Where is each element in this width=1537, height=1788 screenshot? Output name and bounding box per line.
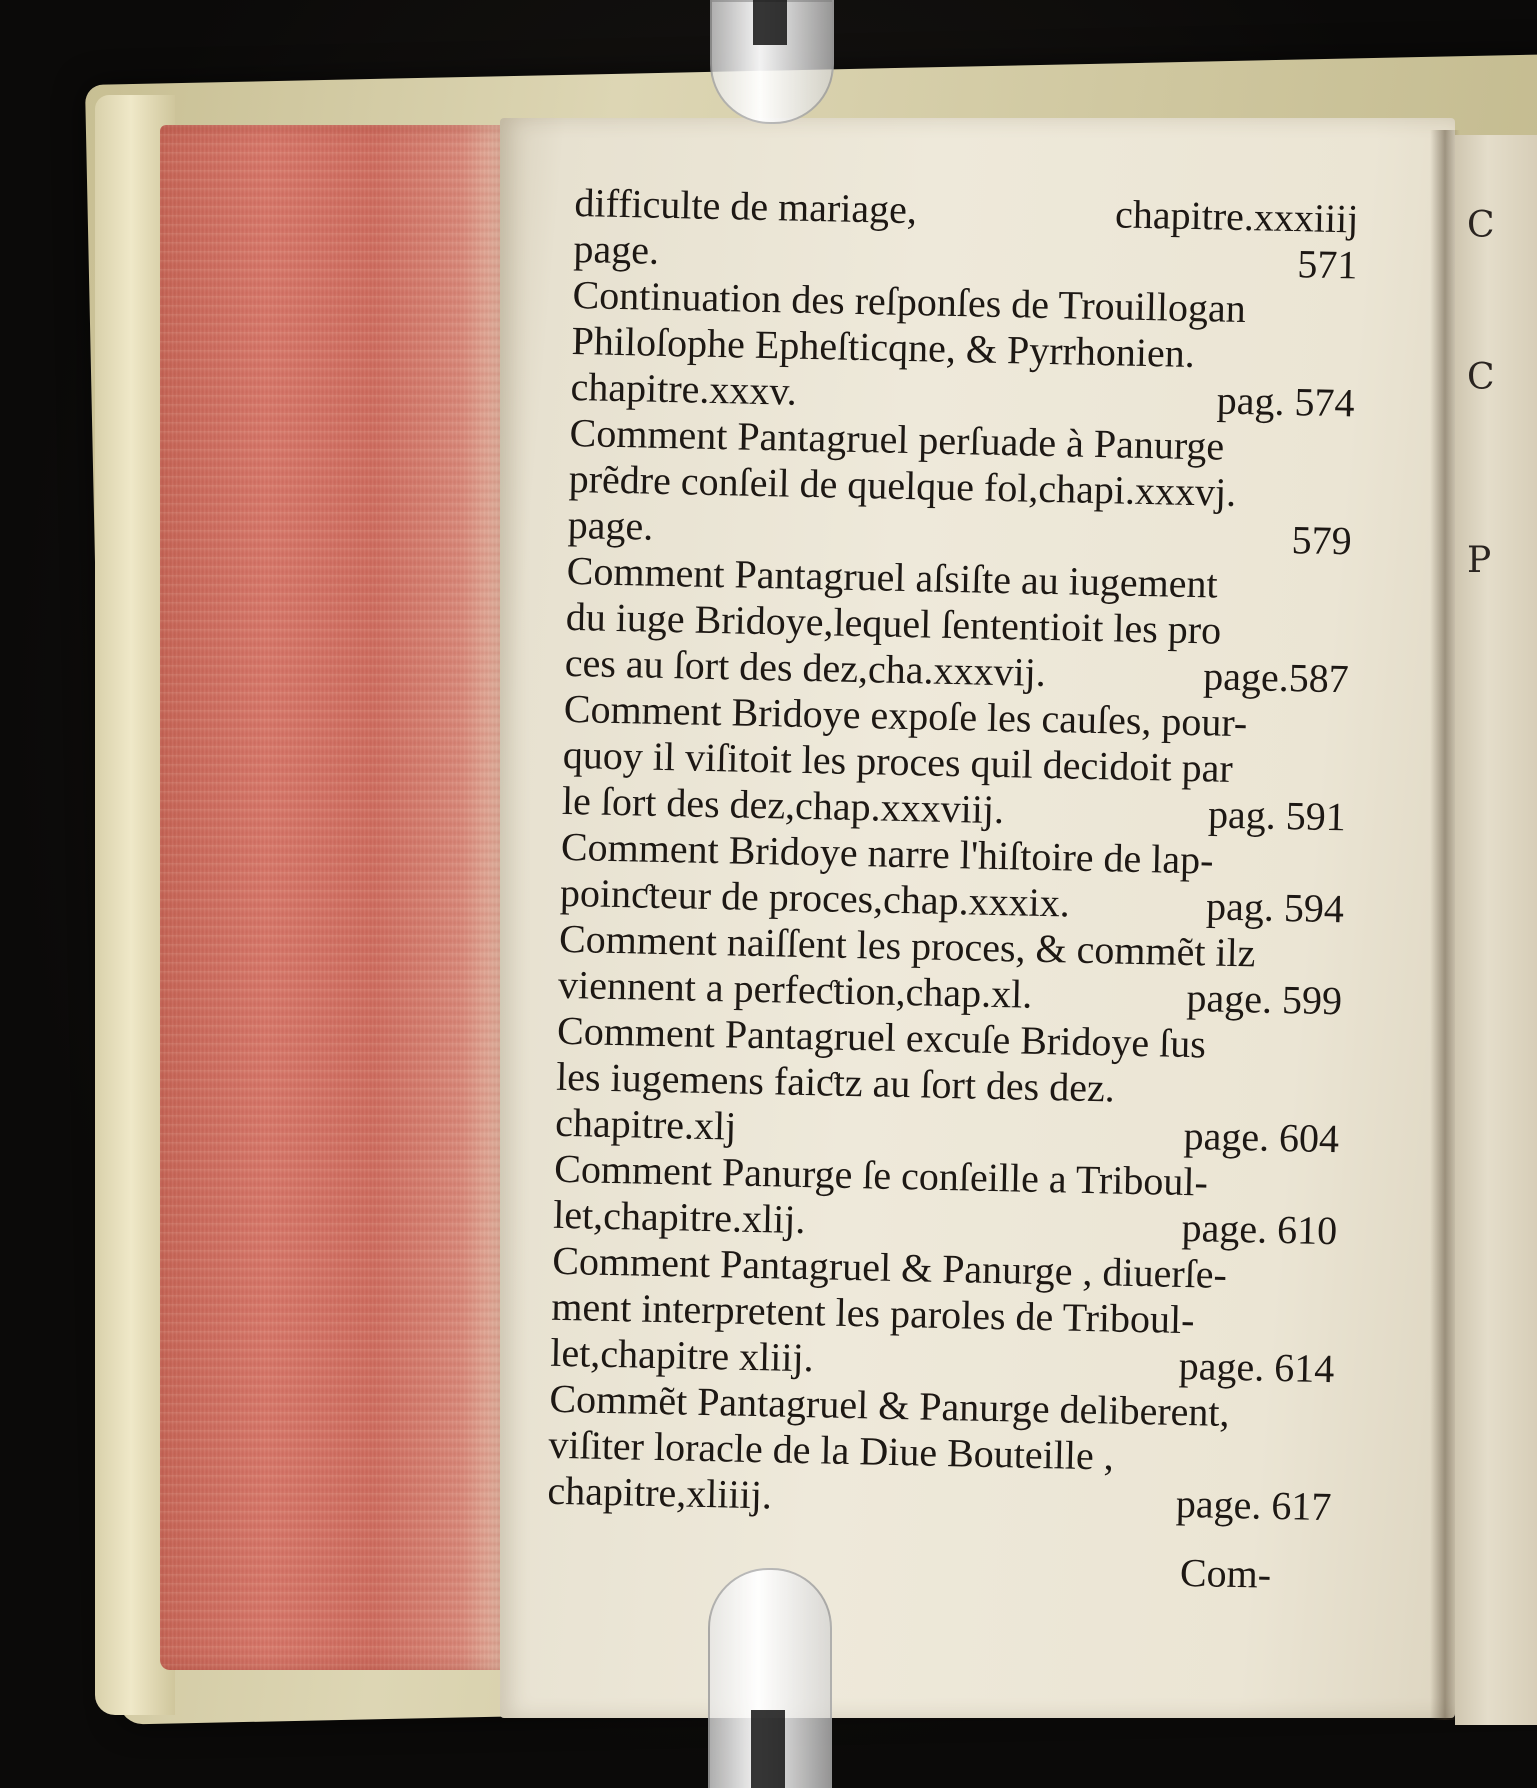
toc-entry-page-number: 579 xyxy=(1291,517,1353,564)
toc-entry-line: Comment Pantagruel excuſe Bridoye ſus xyxy=(556,1007,1207,1067)
catchword: Com- xyxy=(1179,1549,1272,1597)
toc-entry-tail: let,chapitre xliij. xyxy=(549,1329,815,1381)
toc-entry-line: les iugemens faiƈtz au ſort des dez. xyxy=(555,1053,1116,1111)
toc-entry-line: prẽdre conſeil de quelque fol,chapi.xxxvj. xyxy=(568,455,1237,515)
toc-entry-page-number: pag. 574 xyxy=(1216,377,1355,426)
toc-entry-line: Comment Pantagruel perſuade à Panurge xyxy=(569,409,1225,469)
toc-entry xyxy=(564,548,1357,703)
toc-entry-tail: ces au ſort des dez,cha.xxxvij. xyxy=(564,639,1047,695)
facing-fragment-1: C xyxy=(1467,205,1495,246)
facing-fragment-3: P xyxy=(1467,540,1492,581)
facing-page xyxy=(1455,135,1537,1725)
toc-entry-tail: page. xyxy=(573,225,660,273)
toc-entry xyxy=(547,1376,1340,1531)
table-of-contents xyxy=(547,180,1365,1530)
toc-entry-line: ment interpretent les paroles de Triboul- xyxy=(550,1283,1195,1343)
toc-entry xyxy=(550,1238,1343,1393)
toc-entry xyxy=(558,916,1350,1025)
toc-entry-page-number: pag. 594 xyxy=(1205,883,1345,932)
toc-entry-line: quoy il viſitoit les proces quil decidoit par xyxy=(562,731,1234,791)
red-page-edges xyxy=(160,125,515,1670)
toc-entry xyxy=(570,272,1363,427)
toc-entry-line: Comment Bridoye expoſe les cauſes, pour- xyxy=(563,685,1248,746)
toc-entry-page-number: 571 xyxy=(1296,241,1358,288)
top-clip-strap xyxy=(753,0,787,45)
toc-entry xyxy=(567,410,1360,565)
toc-entry-tail: poinƈteur de proces,chap.xxxix. xyxy=(559,869,1071,926)
toc-entry-line: viſiter loracle de la Diue Bouteille , xyxy=(548,1421,1115,1479)
toc-entry xyxy=(553,1146,1345,1255)
toc-entry-line: Comment Pantagruel aſsiſte au iugement xyxy=(566,547,1219,607)
toc-entry-line: Philoſophe Epheſticqne, & Pyrrhonien. xyxy=(571,317,1196,377)
facing-fragment-2: C xyxy=(1467,357,1495,398)
toc-entry-tail: let,chapitre.xlij. xyxy=(552,1191,806,1243)
toc-entry-page-number: page. 604 xyxy=(1183,1112,1340,1162)
toc-entry xyxy=(555,1008,1348,1163)
toc-entry-page-number: page. 614 xyxy=(1178,1342,1335,1392)
toc-entry-tail: chapitre.xlj xyxy=(554,1099,737,1149)
toc-entry-tail: chapitre.xxxv. xyxy=(570,363,798,414)
toc-entry-line: Comment naiſſent les proces, & commẽt ilz xyxy=(558,915,1256,976)
toc-entry-line: difficulte de mariage, xyxy=(574,180,918,233)
toc-entry xyxy=(560,824,1352,933)
toc-entry-tail: chapitre,xliiij. xyxy=(547,1467,773,1518)
toc-entry-chapter-ref: chapitre.xxxiiij xyxy=(1114,191,1359,242)
toc-entry-line: du iuge Bridoye,lequel ſententioit les pro xyxy=(565,593,1222,653)
toc-entry-page-number: page.587 xyxy=(1202,653,1350,702)
toc-entry-page-number: page. 617 xyxy=(1175,1480,1332,1530)
toc-entry-tail: le ſort des dez,chap.xxxviij. xyxy=(561,777,1005,833)
toc-entry-line: Comment Panurge ſe conſeille a Triboul- xyxy=(553,1145,1209,1205)
toc-entry-tail: viennent a perfeƈtion,chap.xl. xyxy=(557,961,1033,1017)
toc-entry-page-number: pag. 591 xyxy=(1207,791,1347,840)
toc-entry xyxy=(562,686,1355,841)
toc-entry-page-number: page. 610 xyxy=(1181,1204,1338,1254)
toc-entry-line: Comment Bridoye narre l'hiſtoire de lap- xyxy=(560,823,1214,883)
toc-entry-line: Continuation des reſponſes de Trouillogan xyxy=(572,271,1247,332)
toc-entry xyxy=(573,180,1365,289)
toc-entry-tail: page. xyxy=(567,501,654,549)
toc-entry-line: Commẽt Pantagruel & Panurge deliberent, xyxy=(549,1375,1231,1435)
toc-entry-page-number: page. 599 xyxy=(1186,974,1343,1024)
bottom-clip-strap xyxy=(751,1710,785,1788)
toc-entry-line: Comment Pantagruel & Panurge , diuerſe- xyxy=(551,1237,1228,1297)
